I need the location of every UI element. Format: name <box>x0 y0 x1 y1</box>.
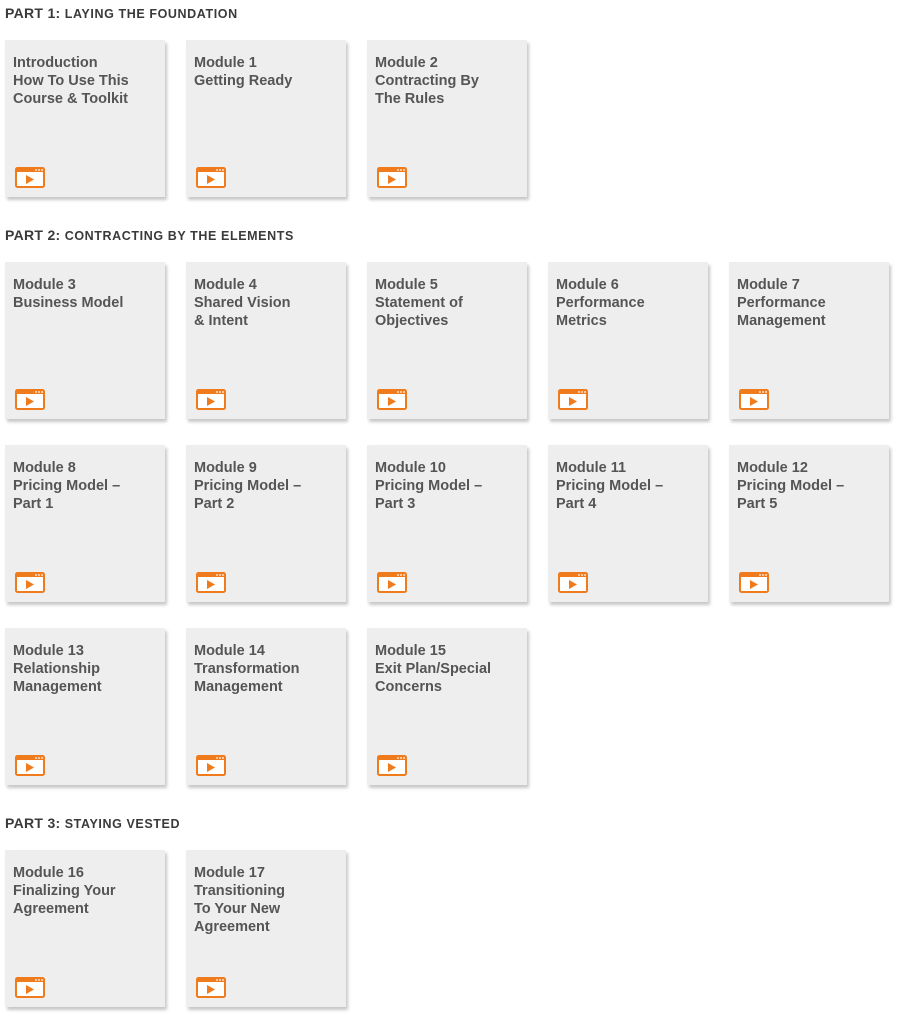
video-player-icon <box>196 389 226 410</box>
module-title <box>375 276 519 330</box>
module-title <box>194 276 338 330</box>
module-card[interactable] <box>729 262 889 419</box>
module-title-line: Module 8 <box>13 460 76 476</box>
part-heading <box>5 815 180 831</box>
module-card[interactable] <box>367 262 527 419</box>
module-title <box>13 459 157 513</box>
module-card[interactable] <box>5 40 165 197</box>
module-card[interactable] <box>186 628 346 785</box>
part-heading <box>5 5 238 21</box>
video-player-icon <box>558 389 588 410</box>
module-title <box>194 459 338 513</box>
module-title-line: Module 14 <box>194 643 265 659</box>
module-title-line: Module 2 <box>375 55 438 71</box>
module-title <box>737 459 881 513</box>
module-title-line: Metrics <box>556 313 607 329</box>
video-player-icon <box>196 572 226 593</box>
video-player-icon <box>377 389 407 410</box>
module-title-line: Course & Toolkit <box>13 91 128 107</box>
module-title <box>13 864 157 918</box>
module-title-line: Agreement <box>13 901 89 917</box>
part-label: PART 3: <box>5 815 61 831</box>
module-title-line: Exit Plan/Special <box>375 661 492 677</box>
video-player-icon <box>739 389 769 410</box>
module-card[interactable] <box>186 445 346 602</box>
module-title-line: Statement of <box>375 295 463 311</box>
module-title-line: Part 4 <box>556 496 597 512</box>
part-subtitle: LAYING THE FOUNDATION <box>64 7 238 21</box>
module-title-line: The Rules <box>375 91 445 107</box>
module-title-line: Module 3 <box>13 277 76 293</box>
module-title-line: Management <box>737 313 826 329</box>
module-title-line: Module 15 <box>375 643 446 659</box>
module-card[interactable] <box>367 445 527 602</box>
module-title <box>556 276 700 330</box>
video-player-icon <box>196 755 226 776</box>
module-card[interactable] <box>5 628 165 785</box>
module-title-line: Pricing Model – <box>556 478 664 494</box>
module-title <box>375 54 519 108</box>
module-title-line: Part 1 <box>13 496 54 512</box>
video-player-icon <box>377 572 407 593</box>
module-title-line: Part 2 <box>194 496 235 512</box>
module-title <box>13 276 157 312</box>
video-player-icon <box>377 167 407 188</box>
module-card[interactable] <box>186 40 346 197</box>
module-title-line: Business Model <box>13 295 124 311</box>
module-title-line: Concerns <box>375 679 442 695</box>
module-title <box>194 642 338 696</box>
module-title-line: Pricing Model – <box>737 478 845 494</box>
module-title-line: Module 12 <box>737 460 808 476</box>
module-title-line: Relationship <box>13 661 101 677</box>
module-title-line: Performance <box>737 295 826 311</box>
module-title-line: Module 7 <box>737 277 800 293</box>
module-title-line: Getting Ready <box>194 73 293 89</box>
module-title-line: Finalizing Your <box>13 883 116 899</box>
video-player-icon <box>15 755 45 776</box>
module-title-line: Module 11 <box>556 460 627 476</box>
module-title <box>556 459 700 513</box>
module-title-line: Management <box>194 679 283 695</box>
module-title-line: Module 16 <box>13 865 84 881</box>
module-title <box>13 54 157 108</box>
module-title <box>737 276 881 330</box>
module-title-line: Pricing Model – <box>194 478 302 494</box>
module-card[interactable] <box>729 445 889 602</box>
module-title <box>375 459 519 513</box>
module-title-line: Part 3 <box>375 496 416 512</box>
video-player-icon <box>15 977 45 998</box>
module-card[interactable] <box>367 628 527 785</box>
module-title-line: Module 10 <box>375 460 446 476</box>
module-title-line: Agreement <box>194 919 270 935</box>
module-title <box>194 864 338 936</box>
module-title-line: Module 17 <box>194 865 265 881</box>
module-card[interactable] <box>186 262 346 419</box>
module-title-line: Performance <box>556 295 645 311</box>
video-player-icon <box>377 755 407 776</box>
module-title-line: Contracting By <box>375 73 479 89</box>
module-title-line: Module 13 <box>13 643 84 659</box>
part-label: PART 2: <box>5 227 61 243</box>
module-title-line: Transformation <box>194 661 300 677</box>
module-card[interactable] <box>548 445 708 602</box>
module-card[interactable] <box>367 40 527 197</box>
video-player-icon <box>15 167 45 188</box>
module-title-line: Module 4 <box>194 277 257 293</box>
module-card[interactable] <box>5 262 165 419</box>
module-title <box>194 54 338 90</box>
video-player-icon <box>15 389 45 410</box>
module-title-line: Module 5 <box>375 277 438 293</box>
module-title-line: Management <box>13 679 102 695</box>
part-subtitle: CONTRACTING BY THE ELEMENTS <box>64 229 294 243</box>
module-title-line: Objectives <box>375 313 449 329</box>
module-card[interactable] <box>5 445 165 602</box>
module-title-line: Module 9 <box>194 460 257 476</box>
module-title-line: Part 5 <box>737 496 778 512</box>
module-title <box>13 642 157 696</box>
module-title <box>375 642 519 696</box>
module-title-line: Shared Vision <box>194 295 291 311</box>
module-title-line: Module 6 <box>556 277 619 293</box>
module-card[interactable] <box>5 850 165 1007</box>
module-title-line: How To Use This <box>13 73 129 89</box>
module-card[interactable] <box>548 262 708 419</box>
video-player-icon <box>15 572 45 593</box>
video-player-icon <box>558 572 588 593</box>
part-label: PART 1: <box>5 5 61 21</box>
video-player-icon <box>196 167 226 188</box>
module-card[interactable] <box>186 850 346 1007</box>
module-title-line: Introduction <box>13 55 98 71</box>
module-title-line: Pricing Model – <box>375 478 483 494</box>
module-title-line: Module 1 <box>194 55 257 71</box>
video-player-icon <box>739 572 769 593</box>
module-title-line: To Your New <box>194 901 281 917</box>
module-title-line: & Intent <box>194 313 248 329</box>
module-title-line: Pricing Model – <box>13 478 121 494</box>
module-title-line: Transitioning <box>194 883 286 899</box>
part-subtitle: STAYING VESTED <box>64 817 181 831</box>
part-heading <box>5 227 294 243</box>
video-player-icon <box>196 977 226 998</box>
